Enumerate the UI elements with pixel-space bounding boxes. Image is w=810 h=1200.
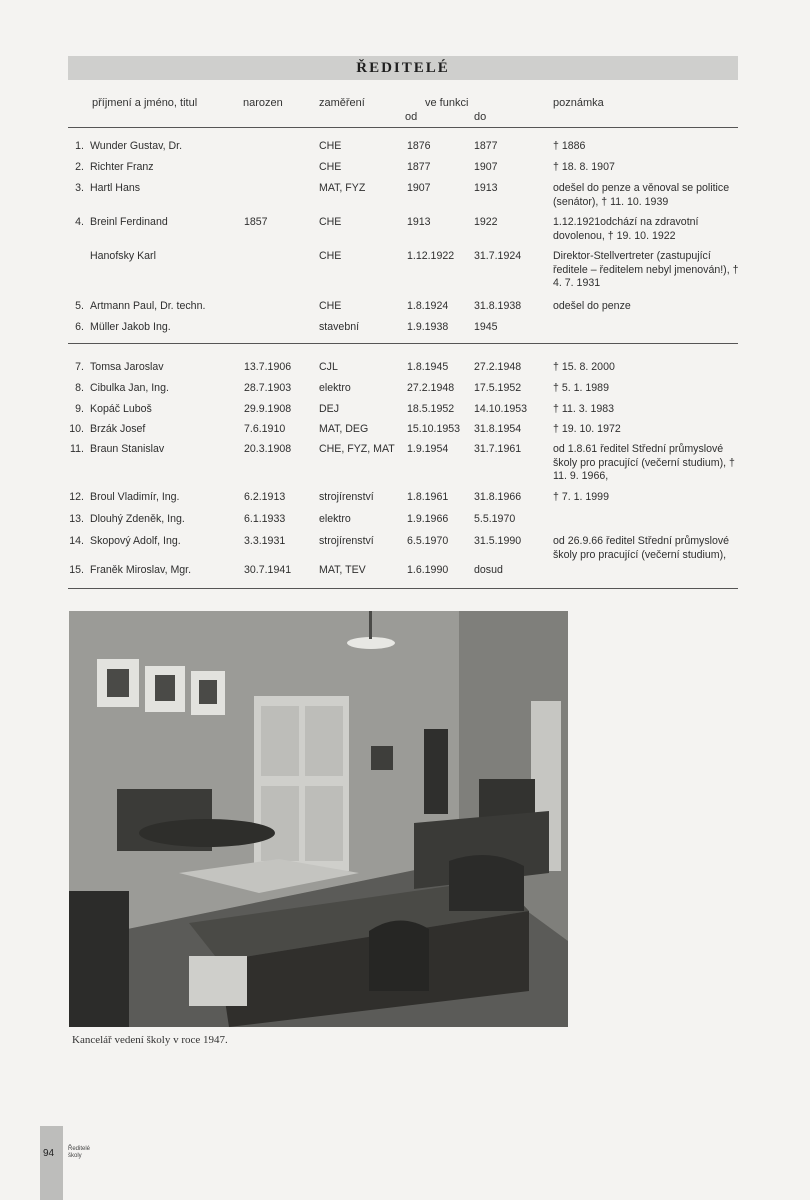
cell-note: † 19. 10. 1972 xyxy=(553,423,621,435)
cell-num: 9. xyxy=(75,403,84,415)
cell-from: 1.9.1966 xyxy=(407,513,449,525)
cell-name: Hartl Hans xyxy=(90,182,141,194)
cell-to: 27.2.1948 xyxy=(474,361,522,373)
cell-note: † 15. 8. 2000 xyxy=(553,361,615,373)
cell-to: 14.10.1953 xyxy=(474,403,528,415)
cell-to: 31.7.1924 xyxy=(474,250,522,262)
cell-note: † 18. 8. 1907 xyxy=(553,161,615,173)
cell-name: Braun Stanislav xyxy=(90,443,165,455)
cell-focus: CHE xyxy=(319,161,342,173)
cell-num: 13. xyxy=(69,513,84,525)
cell-num: 15. xyxy=(69,564,84,576)
cell-from: 1876 xyxy=(407,140,431,152)
cell-born: 13.7.1906 xyxy=(244,361,292,373)
cell-from: 1.12.1922 xyxy=(407,250,455,262)
header-note: poznámka xyxy=(553,97,604,109)
cell-born: 28.7.1903 xyxy=(244,382,292,394)
cell-focus: strojírenství xyxy=(319,535,374,547)
cell-focus: CHE xyxy=(319,140,342,152)
cell-num: 8. xyxy=(75,382,84,394)
cell-note: od 26.9.66 ředitel Střední průmyslové školy pro pracující (večerní studium), xyxy=(553,535,730,561)
cell-num: 3. xyxy=(75,182,84,194)
cell-name: Kopáč Luboš xyxy=(90,403,152,415)
page-number-tab xyxy=(40,1126,63,1200)
section-label-line1: Ředitelé xyxy=(68,1146,91,1152)
cell-note: † 7. 1. 1999 xyxy=(553,491,609,503)
cell-num: 11. xyxy=(70,443,84,455)
cell-born: 3.3.1931 xyxy=(244,535,286,547)
cell-born: 20.3.1908 xyxy=(244,443,292,455)
cell-num: 14. xyxy=(69,535,84,547)
cell-focus: MAT, FYZ xyxy=(319,182,366,194)
cell-note: † 1886 xyxy=(553,140,586,152)
cell-name: Wunder Gustav, Dr. xyxy=(90,140,183,152)
photo-caption: Kancelář vedení školy v roce 1947. xyxy=(72,1034,228,1046)
cell-name: Müller Jakob Ing. xyxy=(90,321,171,333)
page-number: 94 xyxy=(43,1148,55,1159)
cell-focus: DEJ xyxy=(319,403,340,415)
cell-name: Breinl Ferdinand xyxy=(90,216,168,228)
cell-to: 1945 xyxy=(474,321,498,333)
cell-from: 1.9.1954 xyxy=(407,443,449,455)
cell-born: 29.9.1908 xyxy=(244,403,292,415)
cell-name: Franěk Miroslav, Mgr. xyxy=(90,564,192,576)
cell-focus: strojírenství xyxy=(319,491,374,503)
cell-to: 1913 xyxy=(474,182,498,194)
cell-focus: MAT, DEG xyxy=(319,423,369,435)
cell-num: 2. xyxy=(75,161,84,173)
section-label-line2: školy xyxy=(68,1153,82,1159)
cell-num: 6. xyxy=(75,321,84,333)
cell-to: 1922 xyxy=(474,216,498,228)
cell-to: 5.5.1970 xyxy=(474,513,516,525)
cell-focus: CHE xyxy=(319,250,342,262)
cell-note: Direktor-Stellvertreter (zastupující ředitele – ředitelem nebyl jmenován!), † 4. 7. 1931 xyxy=(553,250,739,289)
cell-name: Broul Vladimír, Ing. xyxy=(90,491,180,503)
era-divider-rule xyxy=(68,343,738,344)
cell-num: 7. xyxy=(75,361,84,373)
cell-focus: CHE xyxy=(319,300,342,312)
cell-born: 30.7.1941 xyxy=(244,564,292,576)
cell-from: 18.5.1952 xyxy=(407,403,455,415)
page-title: ŘEDITELÉ xyxy=(356,59,450,76)
cell-from: 1.9.1938 xyxy=(407,321,449,333)
cell-note: odešel do penze xyxy=(553,300,631,312)
cell-name: Skopový Adolf, Ing. xyxy=(90,535,181,547)
cell-name: Artmann Paul, Dr. techn. xyxy=(90,300,206,312)
cell-to: dosud xyxy=(474,564,503,576)
cell-to: 31.8.1966 xyxy=(474,491,522,503)
cell-focus: CJL xyxy=(319,361,338,373)
cell-focus: CHE, FYZ, MAT xyxy=(319,443,395,455)
cell-born: 7.6.1910 xyxy=(244,423,286,435)
cell-to: 31.5.1990 xyxy=(474,535,522,547)
cell-name: Richter Franz xyxy=(90,161,154,173)
cell-name: Tomsa Jaroslav xyxy=(90,361,164,373)
cell-from: 1913 xyxy=(407,216,431,228)
cell-from: 15.10.1953 xyxy=(407,423,461,435)
cell-to: 1907 xyxy=(474,161,498,173)
cell-focus: elektro xyxy=(319,513,351,525)
cell-from: 1.8.1924 xyxy=(407,300,449,312)
cell-from: 27.2.1948 xyxy=(407,382,455,394)
header-to: do xyxy=(474,111,487,123)
cell-from: 1.8.1961 xyxy=(407,491,449,503)
cell-from: 1877 xyxy=(407,161,431,173)
cell-focus: MAT, TEV xyxy=(319,564,366,576)
cell-num: 4. xyxy=(75,216,84,228)
header-born: narozen xyxy=(243,97,283,109)
cell-focus: elektro xyxy=(319,382,351,394)
cell-born: 6.1.1933 xyxy=(244,513,286,525)
table-bottom-rule xyxy=(68,588,738,589)
office-photo-drawing xyxy=(69,611,568,1027)
cell-name: Cibulka Jan, Ing. xyxy=(90,382,169,394)
cell-num: 1. xyxy=(75,140,84,152)
cell-note: 1.12.1921odchází na zdravotní dovolenou, † 19. 10. 1922 xyxy=(553,216,699,242)
cell-from: 1907 xyxy=(407,182,431,194)
cell-name: Dlouhý Zdeněk, Ing. xyxy=(90,513,185,525)
cell-name: Brzák Josef xyxy=(90,423,146,435)
header-rule xyxy=(68,127,738,128)
cell-from: 1.8.1945 xyxy=(407,361,449,373)
cell-note: † 11. 3. 1983 xyxy=(553,403,615,415)
cell-num: 5. xyxy=(75,300,84,312)
header-from: od xyxy=(405,111,418,123)
section-title-bar xyxy=(68,56,738,80)
cell-to: 31.7.1961 xyxy=(474,443,522,455)
cell-focus: stavební xyxy=(319,321,360,333)
cell-to: 31.8.1938 xyxy=(474,300,522,312)
cell-born: 6.2.1913 xyxy=(244,491,286,503)
cell-from: 1.6.1990 xyxy=(407,564,449,576)
office-photo xyxy=(69,611,568,1027)
cell-from: 6.5.1970 xyxy=(407,535,449,547)
cell-born: 1857 xyxy=(244,216,268,228)
cell-note: † 5. 1. 1989 xyxy=(553,382,609,394)
cell-to: 31.8.1954 xyxy=(474,423,522,435)
header-name: příjmení a jméno, titul xyxy=(92,97,198,109)
cell-name: Hanofsky Karl xyxy=(90,250,156,262)
header-focus: zaměření xyxy=(319,97,365,109)
running-footer-section xyxy=(68,1146,90,1160)
cell-focus: CHE xyxy=(319,216,342,228)
cell-to: 17.5.1952 xyxy=(474,382,522,394)
cell-num: 12. xyxy=(69,491,84,503)
cell-note: odešel do penze a věnoval se politice (senátor), † 11. 10. 1939 xyxy=(553,182,730,208)
cell-note: od 1.8.61 ředitel Střední průmyslové školy pro pracující (večerní studium), † 11. 9. 1966, xyxy=(553,443,735,482)
header-in-office: ve funkci xyxy=(425,97,469,109)
cell-num: 10. xyxy=(69,423,84,435)
cell-to: 1877 xyxy=(474,140,498,152)
